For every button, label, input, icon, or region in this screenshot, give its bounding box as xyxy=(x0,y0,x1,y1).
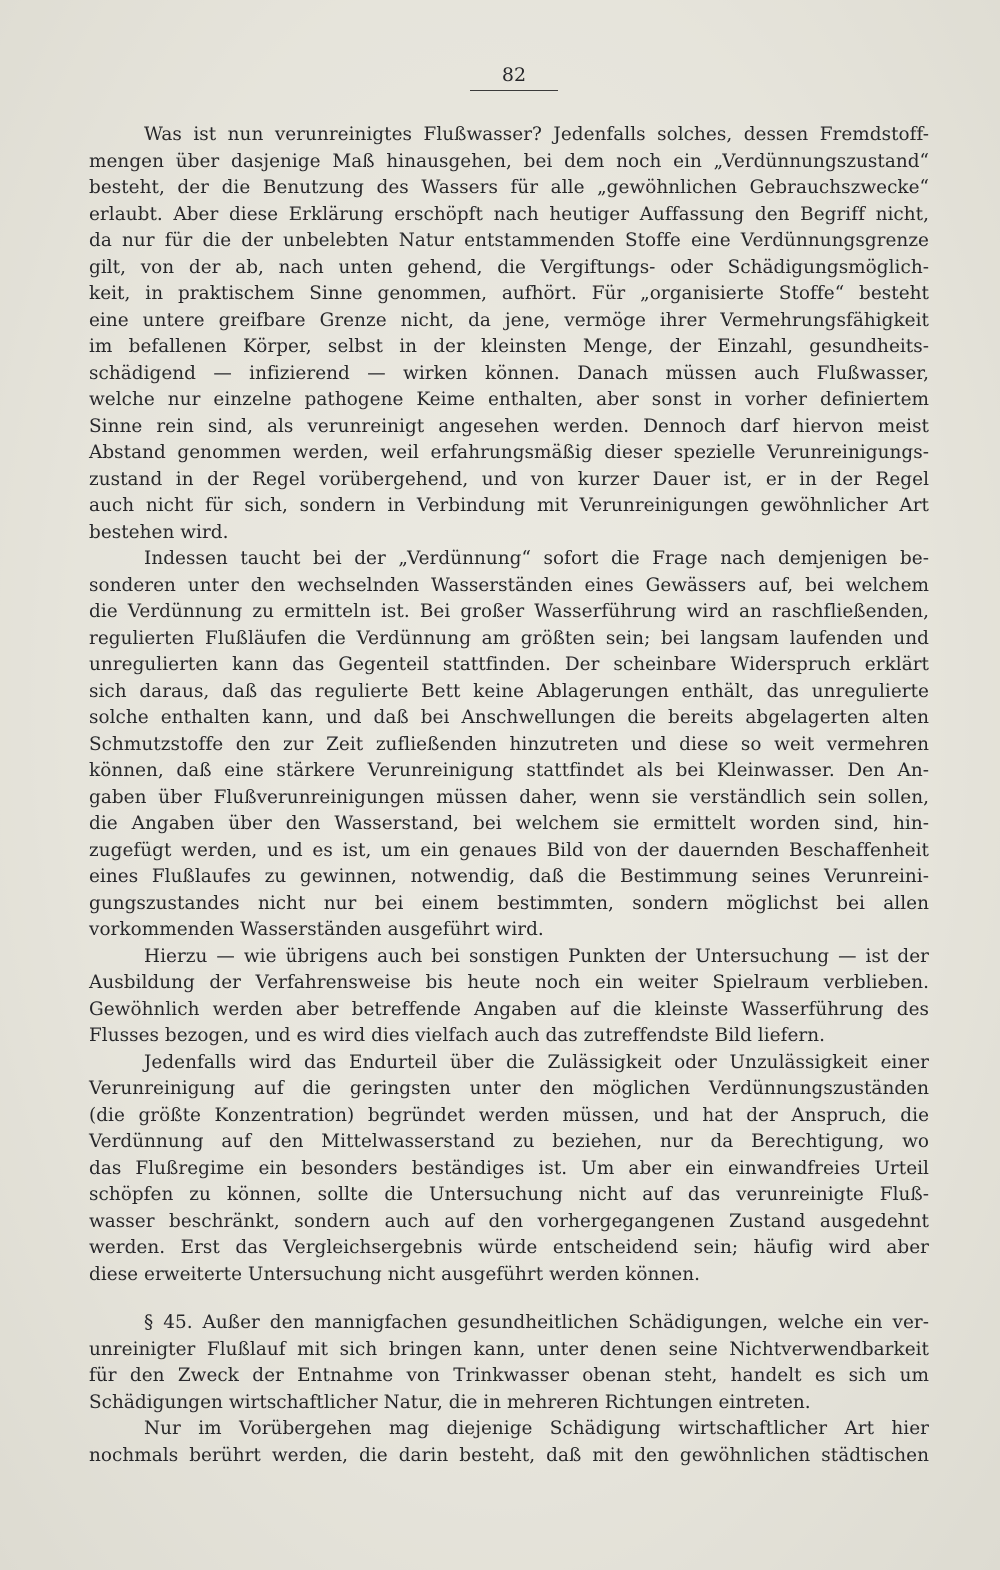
text-line: Abstand genommen werden, weil erfahrungsmäßig dieser spezielle Verunreinigungs- xyxy=(89,442,929,463)
section-gap xyxy=(89,1288,929,1310)
text-line: nochmals berührt werden, die darin besteht, daß mit den gewöhnlichen städtischen xyxy=(89,1444,929,1466)
text-line: gaben über Flußverunreinigungen müssen daher, wenn sie verständlich sein sollen, xyxy=(89,786,929,808)
text-line: Ausbildung der Verfahrensweise bis heute noch ein weiter Spielraum verblieben. xyxy=(89,972,929,993)
text-line: Indessen taucht bei der „Verdünnung“ sofort die Frage nach demjenigen be- xyxy=(144,548,929,569)
text-line: § 45. Außer den mannigfachen gesundheitlichen Schädigungen, welche ein ver- xyxy=(144,1312,929,1333)
text-line: schöpfen zu können, sollte die Untersuchung nicht auf das verunreinigte Fluß- xyxy=(89,1184,929,1205)
text-line: auch nicht für sich, sondern in Verbindung mit Verunreinigungen gewöhnlicher Art xyxy=(89,495,929,516)
paragraph xyxy=(89,1310,929,1416)
text-line: welche nur einzelne pathogene Keime enthalten, aber sonst in vorher definiertem xyxy=(89,389,929,410)
text-line: solche enthalten kann, und daß bei Anschwellungen die bereits abgelagerten alten xyxy=(89,707,929,728)
paragraph xyxy=(89,122,929,546)
text-line: erlaubt. Aber diese Erklärung erschöpft nach heutiger Auffassung den Begriff nicht, xyxy=(89,203,929,225)
text-line: Hierzu — wie übrigens auch bei sonstigen Punkten der Untersuchung — ist der xyxy=(144,945,929,967)
text-line: das Flußregime ein besonders beständiges ist. Um aber ein einwandfreies Urteil xyxy=(89,1157,929,1179)
text-line: besteht, der die Benutzung des Wassers für alle „gewöhnlichen Gebrauchszwecke“ xyxy=(89,177,929,198)
text-line: keit, in praktischem Sinne genommen, aufhört. Für „organisierte Stoffe“ besteht xyxy=(89,283,929,304)
text-line: Verunreinigung auf die geringsten unter den möglichen Verdünnungszuständen xyxy=(89,1078,929,1099)
paragraph xyxy=(89,1050,929,1289)
paragraph xyxy=(89,546,929,944)
text-line: gungszustandes nicht nur bei einem bestimmten, sondern möglichst bei allen xyxy=(89,892,929,914)
body-text xyxy=(89,122,929,1469)
text-line: sonderen unter den wechselnden Wasserständen eines Gewässers auf, bei welchem xyxy=(89,574,929,596)
paragraph xyxy=(89,1416,929,1469)
text-line: (die größte Konzentration) begründet werden müssen, und hat der Anspruch, die xyxy=(89,1104,929,1126)
text-line: diese erweiterte Untersuchung nicht ausgeführt werden können. xyxy=(89,1263,701,1285)
text-line: unregulierten kann das Gegenteil stattfinden. Der scheinbare Widerspruch erklärt xyxy=(89,654,929,675)
text-line: regulierten Flußläufen die Verdünnung am größten sein; bei langsam laufenden und xyxy=(89,627,929,649)
text-line: Gewöhnlich werden aber betreffende Angaben auf die kleinste Wasserführung des xyxy=(89,998,929,1020)
page-number: 82 xyxy=(470,62,558,91)
text-line: vorkommenden Wasserständen ausgeführt wird. xyxy=(89,919,544,940)
text-line: sich daraus, daß das regulierte Bett keine Ablagerungen enthält, das unregulierte xyxy=(89,680,929,702)
text-line: Was ist nun verunreinigtes Flußwasser? Jedenfalls solches, dessen Fremdstoff- xyxy=(144,124,929,145)
text-line: die Verdünnung zu ermitteln ist. Bei großer Wasserführung wird an raschfließenden, xyxy=(89,601,929,622)
text-line: da nur für die der unbelebten Natur entstammenden Stoffe eine Verdünnungsgrenze xyxy=(89,230,929,251)
text-line: im befallenen Körper, selbst in der kleinsten Menge, der Einzahl, gesundheits- xyxy=(89,336,929,357)
text-line: gilt, von der ab, nach unten gehend, die Vergiftungs- oder Schädigungsmöglich- xyxy=(89,256,929,278)
text-line: für den Zweck der Entnahme von Trinkwasser obenan steht, handelt es sich um xyxy=(89,1365,929,1386)
text-line: Jedenfalls wird das Endurteil über die Zulässigkeit oder Unzulässigkeit einer xyxy=(144,1051,929,1073)
text-line: eines Flußlaufes zu gewinnen, notwendig, daß die Bestimmung seines Verunreini- xyxy=(89,866,929,887)
text-line: wasser beschränkt, sondern auch auf den vorhergegangenen Zustand ausgedehnt xyxy=(89,1210,929,1232)
text-line: Flusses bezogen, und es wird dies vielfach auch das zutreffendste Bild liefern. xyxy=(89,1025,826,1046)
text-line: Schmutzstoffe den zur Zeit zufließenden hinzutreten und diese so weit vermehren xyxy=(89,733,929,755)
paragraph xyxy=(89,944,929,1050)
text-line: können, daß eine stärkere Verunreinigung stattfindet als bei Kleinwasser. Den An- xyxy=(89,760,929,781)
text-line: werden. Erst das Vergleichsergebnis würde entscheidend sein; häufig wird aber xyxy=(89,1237,929,1258)
text-line: schädigend — infizierend — wirken können. Danach müssen auch Flußwasser, xyxy=(89,362,929,384)
text-line: Schädigungen wirtschaftlicher Natur, die in mehreren Richtungen eintreten. xyxy=(89,1391,811,1413)
text-line: eine untere greifbare Grenze nicht, da jene, vermöge ihrer Vermehrungsfähigkeit xyxy=(89,309,929,331)
text-line: zugefügt werden, und es ist, um ein genaues Bild von der dauernden Beschaffenheit xyxy=(89,839,929,861)
text-line: bestehen wird. xyxy=(89,521,229,543)
text-line: die Angaben über den Wasserstand, bei welchem sie ermittelt worden sind, hin- xyxy=(89,813,929,834)
text-line: unreinigter Flußlauf mit sich bringen kann, unter denen seine Nichtverwendbarkeit xyxy=(89,1338,929,1360)
text-line: Nur im Vorübergehen mag diejenige Schädigung wirtschaftlicher Art hier xyxy=(144,1418,929,1439)
text-line: mengen über dasjenige Maß hinausgehen, bei dem noch ein „Verdünnungszustand“ xyxy=(89,150,929,172)
text-line: Verdünnung auf den Mittelwasserstand zu beziehen, nur da Berechtigung, wo xyxy=(89,1131,929,1152)
text-line: Sinne rein sind, als verunreinigt angesehen werden. Dennoch darf hiervon meist xyxy=(89,415,929,437)
text-line: zustand in der Regel vorübergehend, und von kurzer Dauer ist, er in der Regel xyxy=(89,468,929,490)
